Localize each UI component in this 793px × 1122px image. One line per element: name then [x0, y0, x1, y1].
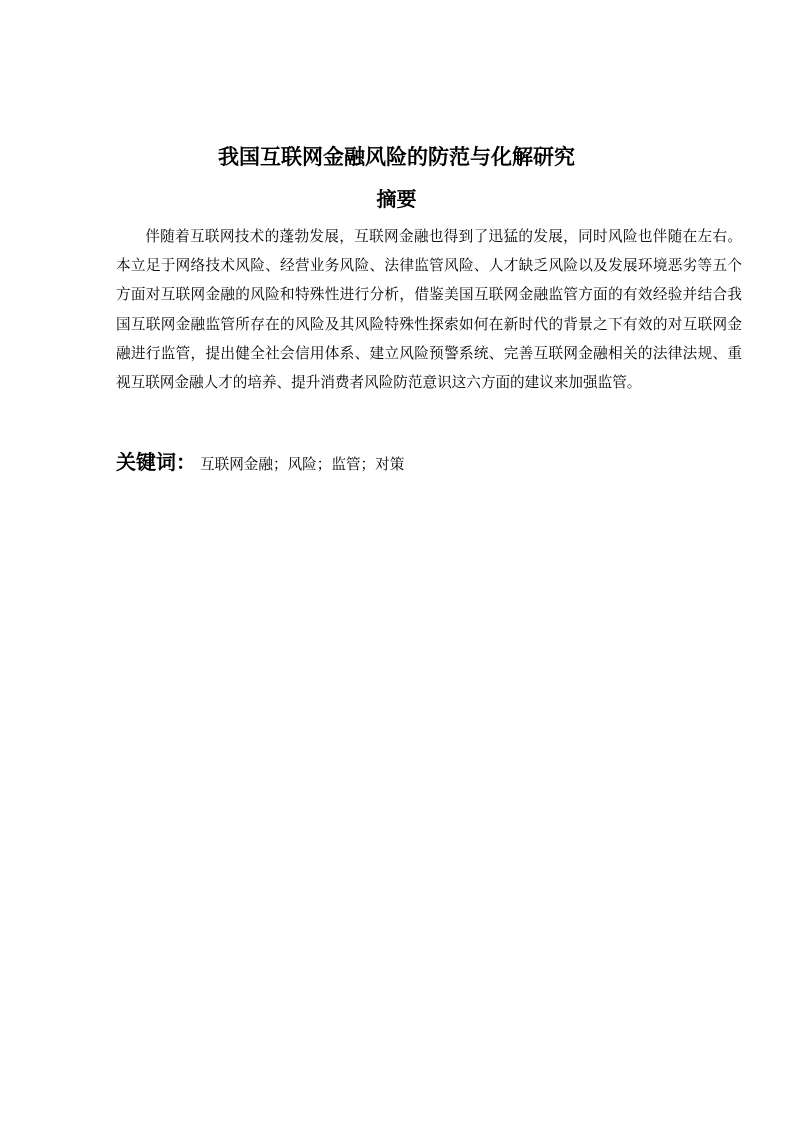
keywords-line [116, 446, 742, 481]
document-title: 我国互联网金融风险的防范与化解研究 [218, 145, 575, 169]
keywords-value: 互联网金融；风险；监管；对策 [200, 456, 405, 473]
abstract-heading: 摘要 [376, 187, 417, 211]
abstract-body: 伴随着互联网技术的蓬勃发展，互联网金融也得到了迅猛的发展，同时风险也伴随在左右。本立足于网络技术风险、经营业务风险、法律监管风险、人才缺乏风险以及发展环境恶劣等五个方面对互联网金融的风险和特殊性进行分析，借鉴美国互联网金融监管方面的有效经验并结合我国互联网金融监管所存在的风险及其风险特殊性探索如何在新时代的背景之下有效的对互联网金融进行监管，提出健全社会信用体系、建立风险预警系统、完善互联网金融相关的法律法规、重视互联网金融人才的培养、提升消费者风险防范意识这六方面的建议来加强监管。 [116, 228, 742, 392]
keywords-label: 关键词： [116, 450, 196, 474]
